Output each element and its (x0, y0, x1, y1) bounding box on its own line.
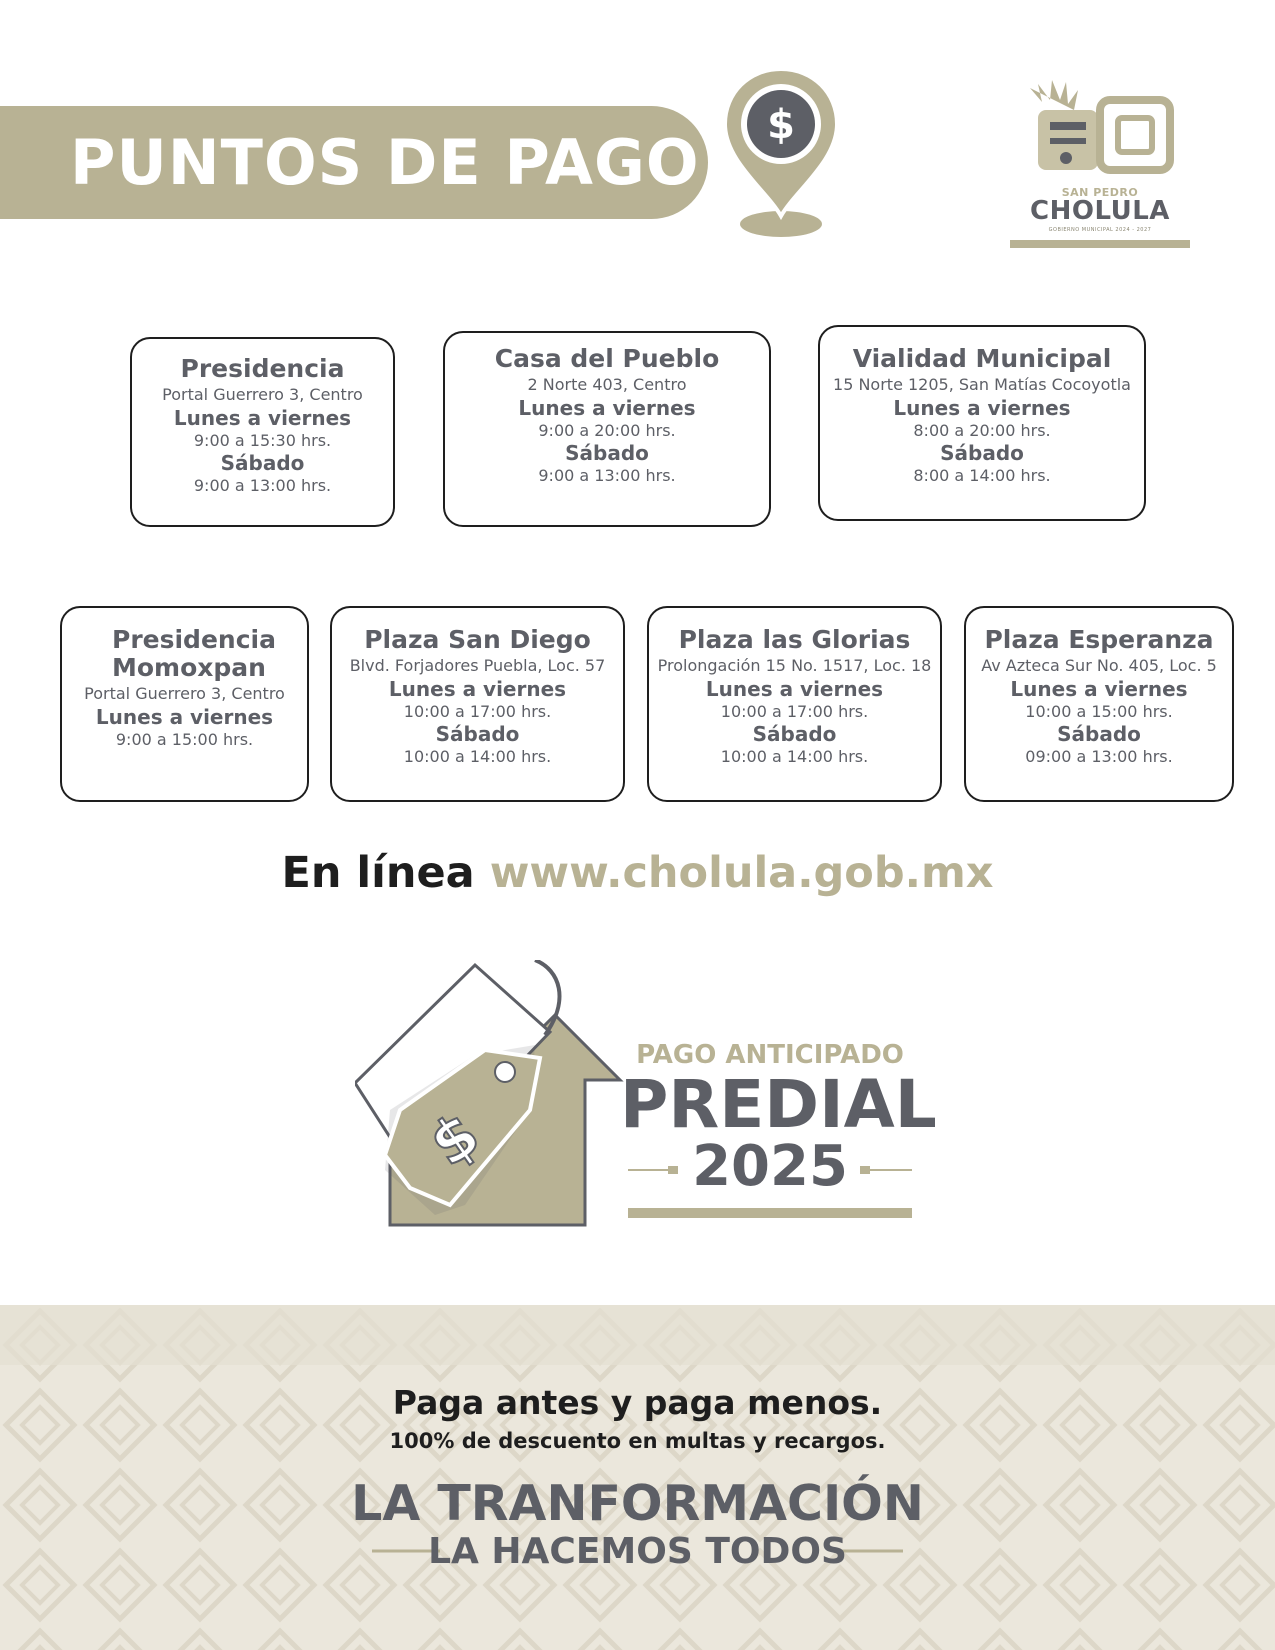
logo-sub-text: GOBIERNO MUNICIPAL 2024 - 2027 (1048, 227, 1152, 233)
location-card-plaza-las-glorias (647, 606, 942, 802)
location-day-weekdays: Lunes a viernes (1010, 677, 1188, 701)
footer-slogan: Paga antes y paga menos. (392, 1383, 883, 1422)
predial-label: PAGO ANTICIPADO (636, 1040, 904, 1070)
tag-dollar-symbol: $ (417, 1099, 493, 1181)
location-card-plaza-san-diego (330, 606, 625, 802)
location-hours-saturday: 9:00 a 13:00 hrs. (538, 466, 676, 485)
location-day-weekdays: Lunes a viernes (388, 677, 567, 701)
location-hours-weekdays: 9:00 a 20:00 hrs. (538, 421, 676, 440)
page-title: PUNTOS DE PAGO (70, 126, 700, 199)
location-hours-weekdays: 10:00 a 17:00 hrs. (403, 702, 552, 721)
location-day-saturday: Sábado (752, 722, 837, 746)
logo-big-text: CHOLULA (1030, 196, 1170, 226)
location-address: Av Azteca Sur No. 405, Loc. 5 (981, 656, 1217, 675)
location-hours-weekdays: 10:00 a 17:00 hrs. (720, 702, 869, 721)
location-address: Portal Guerrero 3, Centro (84, 684, 285, 703)
location-name: Vialidad Municipal (852, 344, 1112, 373)
online-label: En línea (281, 848, 475, 898)
location-name: Plaza San Diego (364, 625, 591, 654)
location-card-casa-del-pueblo (443, 331, 771, 527)
predial-title: PREDIAL (620, 1066, 937, 1143)
location-day-weekdays: Lunes a viernes (173, 406, 352, 430)
predial-year: 2025 (692, 1134, 848, 1199)
location-name: Presidencia Momoxpan (112, 625, 276, 682)
location-day-weekdays: Lunes a viernes (518, 396, 696, 420)
location-day-weekdays: Lunes a viernes (95, 705, 274, 729)
location-address: Blvd. Forjadores Puebla, Loc. 57 (349, 656, 606, 675)
location-hours-saturday: 8:00 a 14:00 hrs. (913, 466, 1051, 485)
location-day-saturday: Sábado (220, 451, 305, 475)
footer-transformation: LA TRANFORMACIÓN (351, 1475, 924, 1532)
footer-todos: LA HACEMOS TODOS (428, 1531, 847, 1572)
location-hours-weekdays: 10:00 a 15:00 hrs. (1025, 702, 1173, 721)
location-day-weekdays: Lunes a viernes (893, 396, 1071, 420)
footer-divider-lines (0, 1305, 1275, 1650)
location-hours-saturday: 10:00 a 14:00 hrs. (720, 747, 869, 766)
online-url-link[interactable]: www.cholula.gob.mx (489, 848, 994, 898)
location-address: Portal Guerrero 3, Centro (162, 385, 363, 404)
location-card-plaza-esperanza (964, 606, 1234, 802)
logo-small-text: SAN PEDRO (1061, 186, 1139, 199)
location-card-presidencia (130, 337, 395, 527)
location-hours-saturday: 9:00 a 13:00 hrs. (193, 476, 332, 495)
location-card-vialidad-municipal (818, 325, 1146, 521)
location-day-saturday: Sábado (940, 441, 1024, 465)
location-address: 15 Norte 1205, San Matías Cocoyotla (833, 375, 1131, 394)
location-name: Casa del Pueblo (494, 344, 720, 373)
pin-dollar-symbol: $ (767, 102, 795, 148)
location-card-presidencia-momoxpan (60, 606, 309, 802)
header-banner (0, 106, 708, 219)
location-hours-weekdays: 9:00 a 15:00 hrs. (115, 730, 254, 749)
location-day-saturday: Sábado (1057, 722, 1141, 746)
footer-discount: 100% de descuento en multas y recargos. (389, 1429, 886, 1453)
location-hours-saturday: 10:00 a 14:00 hrs. (403, 747, 552, 766)
location-day-saturday: Sábado (435, 722, 520, 746)
location-day-saturday: Sábado (565, 441, 649, 465)
location-address: 2 Norte 403, Centro (527, 375, 687, 394)
location-hours-weekdays: 8:00 a 20:00 hrs. (913, 421, 1051, 440)
house-price-tag-icon (355, 960, 625, 1230)
footer (0, 1305, 1275, 1650)
map-pin-dollar-icon (722, 66, 840, 242)
location-name: Plaza Esperanza (984, 625, 1214, 654)
location-hours-weekdays: 9:00 a 15:30 hrs. (193, 431, 332, 450)
location-day-weekdays: Lunes a viernes (705, 677, 884, 701)
location-hours-saturday: 09:00 a 13:00 hrs. (1025, 747, 1173, 766)
location-address: Prolongación 15 No. 1517, Loc. 18 (657, 656, 932, 675)
location-name: Plaza las Glorias (678, 625, 911, 654)
online-payment (0, 848, 1275, 898)
location-name: Presidencia (180, 354, 345, 383)
